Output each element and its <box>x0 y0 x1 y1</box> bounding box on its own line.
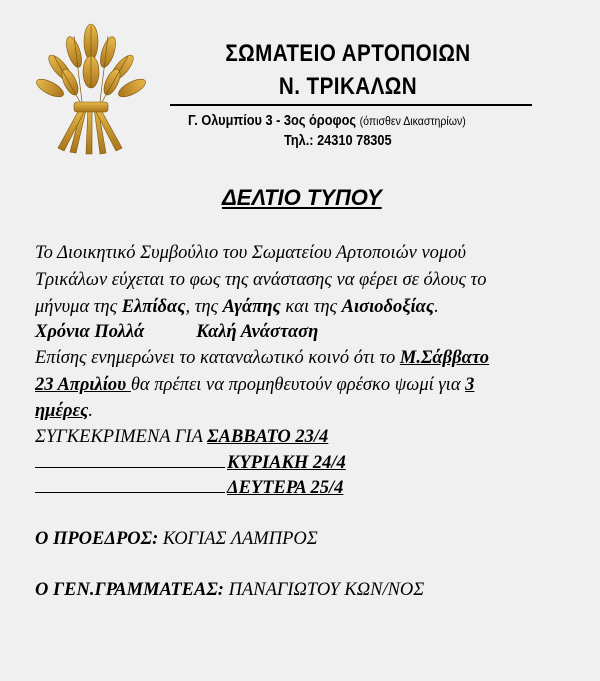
text: θα πρέπει να προμηθευτούν φρέσκο ψωμί για <box>130 375 466 395</box>
paragraph-2-line-2 <box>35 375 474 396</box>
wish-happy-easter: Καλή Ανάσταση <box>196 322 319 342</box>
address-note: (όπισθεν Δικαστηρίων) <box>359 114 466 128</box>
optimism-word: Αισιοδοξίας <box>341 297 435 317</box>
secretary-name: ΠΑΝΑΓΙΩΤΟΥ ΚΩΝ/ΝΟΣ <box>223 580 425 600</box>
text: και της <box>280 297 342 317</box>
president-line <box>35 529 318 550</box>
text: Επίσης ενημερώνει το καταναλωτικό κοινό ότι το <box>35 348 400 368</box>
paragraph-2-line-1 <box>35 348 489 369</box>
paragraph-2-line-3 <box>35 401 93 422</box>
day-sunday: ΚΥΡΙΑΚΗ 24/4 <box>227 453 346 473</box>
wheat-sheaf-logo <box>30 22 152 157</box>
holy-saturday: Μ.Σάββατο <box>399 348 490 368</box>
paragraph-1-line-3 <box>35 297 439 318</box>
day-saturday: ΣΑΒΒΑΤΟ 23/4 <box>207 427 329 447</box>
schedule-day-2 <box>35 453 346 474</box>
love-word: Αγάπης <box>222 297 281 317</box>
president-name: ΚΟΓΙΑΣ ΛΑΜΠΡΟΣ <box>158 529 318 549</box>
days-count: 3 <box>465 375 475 395</box>
text: , της <box>185 297 223 317</box>
secretary-label: Ο ΓΕΝ.ΓΡΑΜΜΑΤΕΑΣ: <box>35 580 224 600</box>
document-heading: ΔΕΛΤΙΟ ΤΥΠΟΥ <box>222 185 382 210</box>
phone: Τηλ.: 24310 78305 <box>284 133 392 149</box>
blank-line <box>35 467 225 468</box>
paragraph-1-line-1: Το Διοικητικό Συμβούλιο του Σωματείου Αρτοποιών νομού <box>35 243 466 263</box>
blank-line <box>35 492 225 493</box>
secretary-line <box>35 580 424 601</box>
hope-word: Ελπίδας <box>121 297 186 317</box>
specifically-label: ΣΥΓΚΕΚΡΙΜΕΝΑ ΓΙΑ <box>35 427 208 447</box>
address-text: Γ. Ολυμπίου 3 - 3ος όροφος <box>188 113 357 129</box>
address <box>188 113 466 129</box>
text: μήνυμα της <box>35 297 122 317</box>
paragraph-1-line-2: Τρικάλων εύχεται το φως της ανάστασης να φέρει σε όλους το <box>35 270 487 290</box>
header-divider <box>170 104 532 106</box>
days-word: ημέρες <box>35 401 89 421</box>
wish-many-years: Χρόνια Πολλά <box>35 322 145 342</box>
president-label: Ο ΠΡΟΕΔΡΟΣ: <box>35 529 159 549</box>
org-name-line2: Ν. ΤΡΙΚΑΛΩΝ <box>278 73 418 100</box>
text: . <box>434 297 439 317</box>
schedule-day-1 <box>35 427 328 448</box>
schedule-day-3 <box>35 478 343 499</box>
day-monday: ΔΕΥΤΕΡΑ 25/4 <box>227 478 344 498</box>
wishes-line <box>35 322 318 343</box>
date-april-23: 23 Απριλίου <box>35 375 131 395</box>
text: . <box>88 401 94 421</box>
org-name-line1: ΣΩΜΑΤΕΙΟ ΑΡΤΟΠΟΙΩΝ <box>225 40 471 67</box>
